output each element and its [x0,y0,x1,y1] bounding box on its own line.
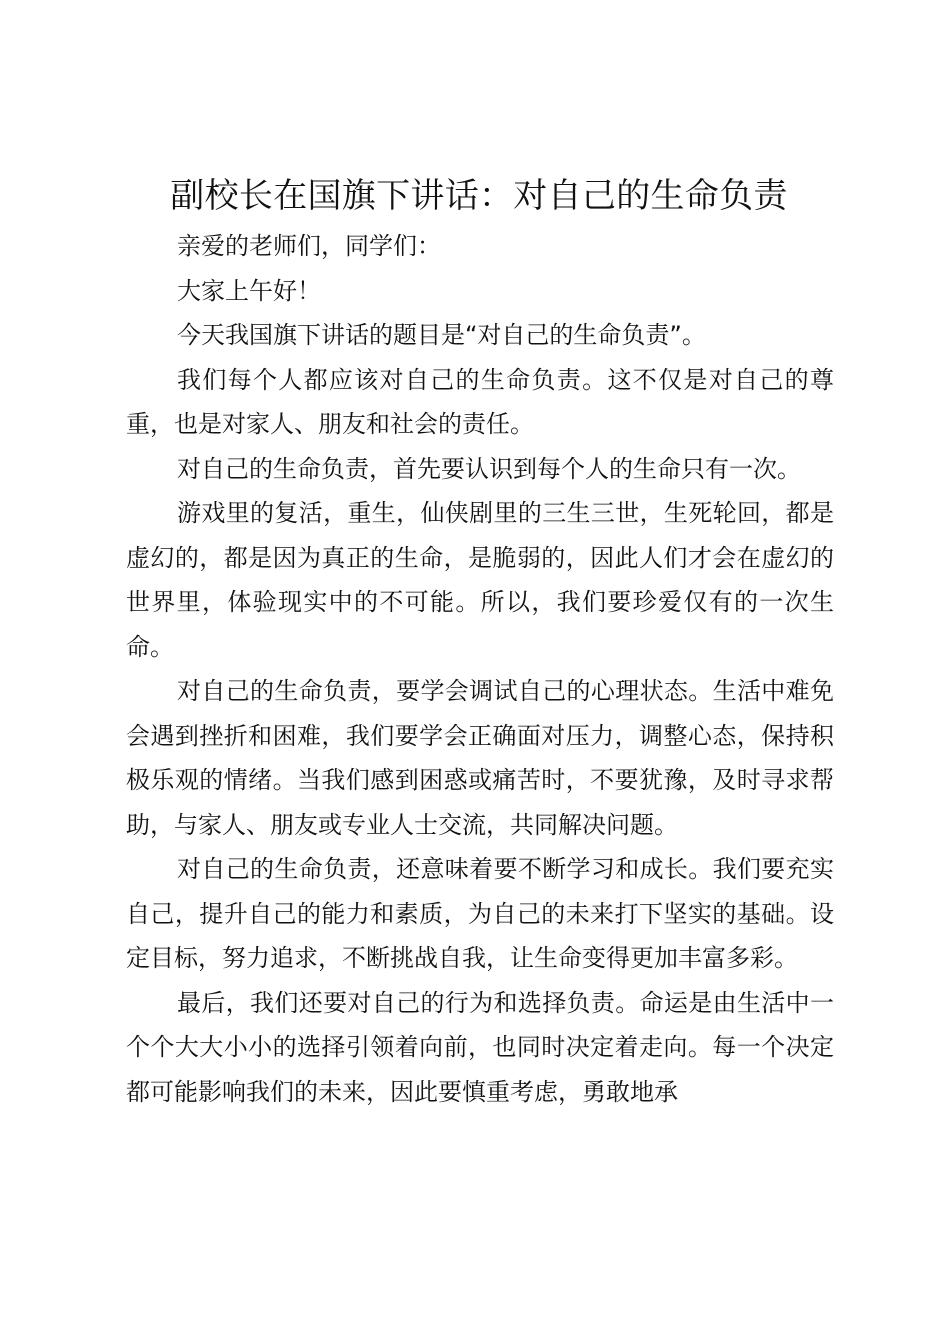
paragraph-salutation: 大家上午好！ [177,276,321,305]
document-title: 副校长在国旗下讲话：对自己的生命负责 [170,176,788,216]
paragraph-life-once: 对自己的生命负责，首先要认识到每个人的生命只有一次。 [177,454,801,483]
paragraph-topic: 今天我国旗下讲话的题目是“对自己的生命负责”。 [177,321,706,349]
paragraph-choices: 最后，我们还要对自己的行为和选择负责。命运是由生活中一个个大大小小的选择引领着向前，也同时决定着走向。每一个决定都可能影响我们的未来，因此要慎重考虑，勇敢地承 [126,988,834,1106]
paragraph-mental-state: 对自己的生命负责，要学会调试自己的心理状态。生活中难免会遇到挫折和困难，我们要学会正确面对压力，调整心态，保持积极乐观的情绪。当我们感到困惑或痛苦时，不要犹豫，及时寻求帮助，与家人、朋友或专业人士交流，共同解决问题。 [126,677,834,839]
paragraph-games-illusion: 游戏里的复活，重生，仙侠剧里的三生三世，生死轮回，都是虚幻的，都是因为真正的生命，是脆弱的，因此人们才会在虚幻的世界里，体验现实中的不可能。所以，我们要珍爱仅有的一次生命。 [126,499,834,661]
paragraph-learning-growth: 对自己的生命负责，还意味着要不断学习和成长。我们要充实自己，提升自己的能力和素质，为自己的未来打下坚实的基础。设定目标，努力追求，不断挑战自我，让生命变得更加丰富多彩。 [126,855,834,972]
paragraph-responsibility: 我们每个人都应该对自己的生命负责。这不仅是对自己的尊重，也是对家人、朋友和社会的责任。 [126,365,834,438]
document-body [126,224,834,1114]
paragraph-greeting: 亲爱的老师们，同学们： [177,232,441,260]
